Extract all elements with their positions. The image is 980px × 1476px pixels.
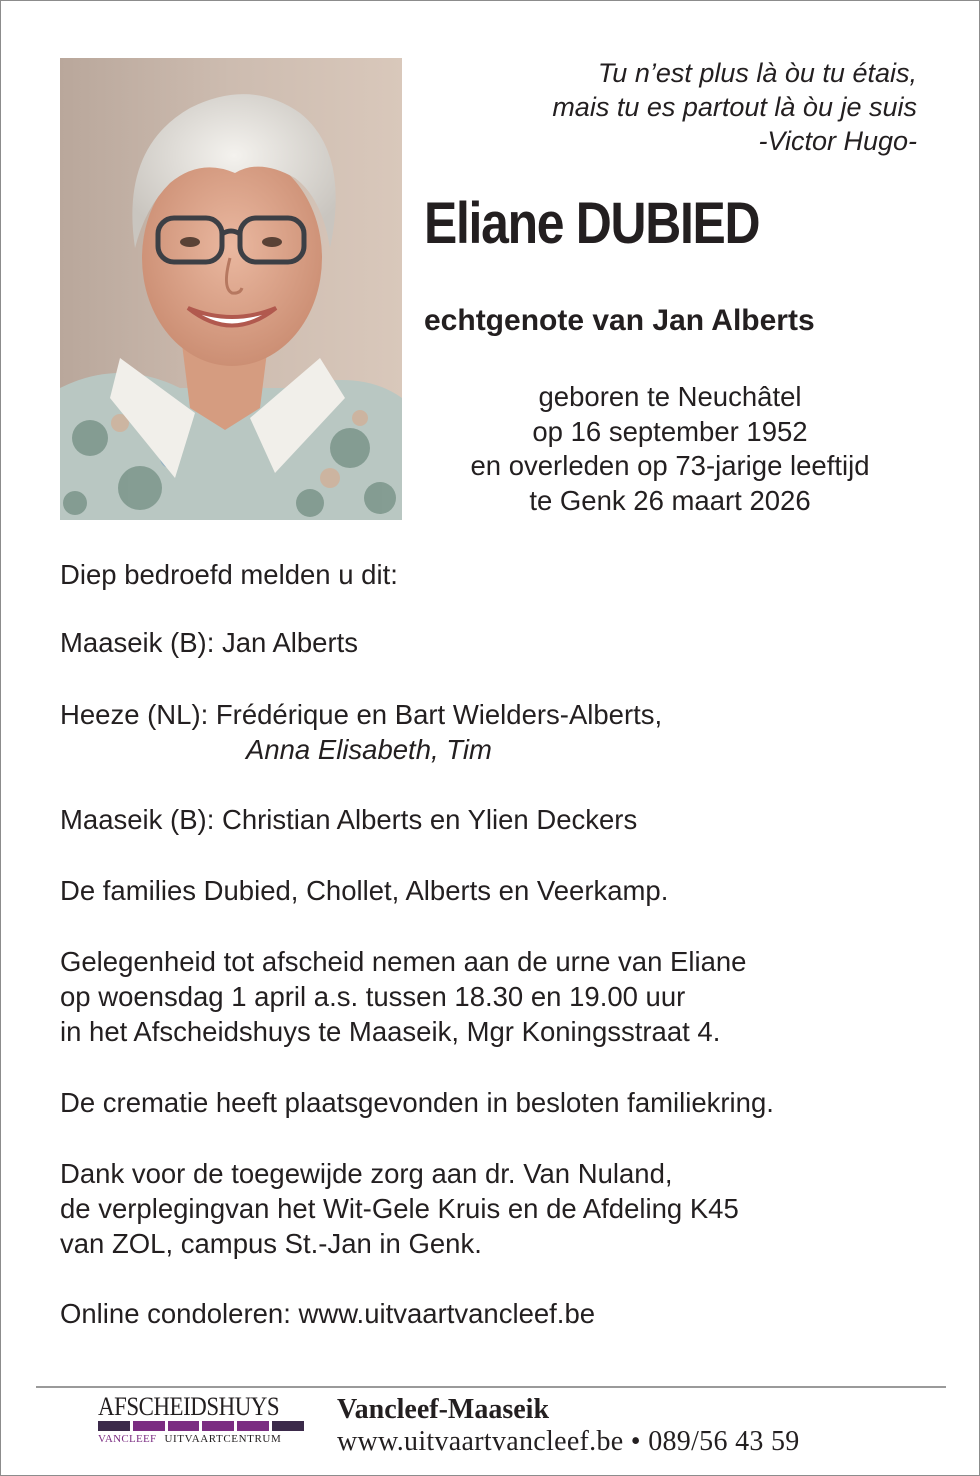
quote-line-2: mais tu es partout là òu je suis [552,92,917,122]
quote-author: -Victor Hugo- [758,126,917,156]
deceased-name: Eliane DUBIED [424,191,760,256]
families-line: De families Dubied, Chollet, Alberts en Veerkamp. [60,875,669,906]
intro-text: Diep bedroefd melden u dit: [60,559,398,590]
logo-title: AFSCHEIDSHUYS [98,1392,280,1421]
logo-sub-uitvaartcentrum: UITVAARTCENTRUM [164,1433,282,1445]
logo-sub-vancleef: VANCLEEF [98,1433,157,1445]
birth-line: geboren te Neuchâtel [538,381,802,412]
farewell-line: op woensdag 1 april a.s. tussen 18.30 en 19.00 uur [60,981,686,1012]
birth-line: en overleden op 73-jarige leeftijd [470,450,870,481]
quote-block [552,56,917,158]
thanks-line: van ZOL, campus St.-Jan in Genk. [60,1228,482,1259]
funeral-home-contact [337,1394,800,1458]
birth-line: op 16 september 1952 [532,415,808,447]
logo-color-bar [98,1421,304,1431]
farewell-paragraph [60,944,746,1049]
funeral-home-website-phone[interactable]: www.uitvaartvancleef.be • 089/56 43 59 [337,1426,800,1457]
birth-death-details [420,380,920,518]
farewell-line: in het Afscheidshuys te Maaseik, Mgr Koningsstraat 4. [60,1016,721,1047]
family-line-1: Maaseik (B): Jan Alberts [60,627,359,658]
cremation-line: De crematie heeft plaatsgevonden in besloten familiekring. [60,1087,774,1118]
family-line-2-main: Heeze (NL): Frédérique en Bart Wielders-Alberts, [60,699,663,730]
thanks-line: Dank voor de toegewijde zorg aan dr. Van Nuland, [60,1158,673,1189]
birth-line: te Genk 26 maart 2026 [529,484,811,516]
footer-divider [36,1386,946,1388]
logo-subtitle [98,1433,304,1445]
family-line-2 [60,697,662,767]
family-line-2-children: Anna Elisabeth, Tim [246,734,492,765]
farewell-line: Gelegenheid tot afscheid nemen aan de urne van Eliane [60,946,747,977]
thanks-paragraph [60,1156,739,1261]
quote-line-1: Tu n’est plus là òu tu étais, [597,58,917,88]
portrait-photo [60,58,402,520]
funeral-home-name: Vancleef-Maaseik [337,1394,550,1425]
online-condolence-link[interactable]: Online condoleren: www.uitvaartvancleef.be [60,1298,596,1329]
afscheidshuys-logo [98,1394,304,1445]
family-line-3: Maaseik (B): Christian Alberts en Ylien Deckers [60,804,638,835]
thanks-line: de verplegingvan het Wit-Gele Kruis en de Afdeling K45 [60,1193,739,1224]
spouse-line: echtgenote van Jan Alberts [424,304,815,337]
